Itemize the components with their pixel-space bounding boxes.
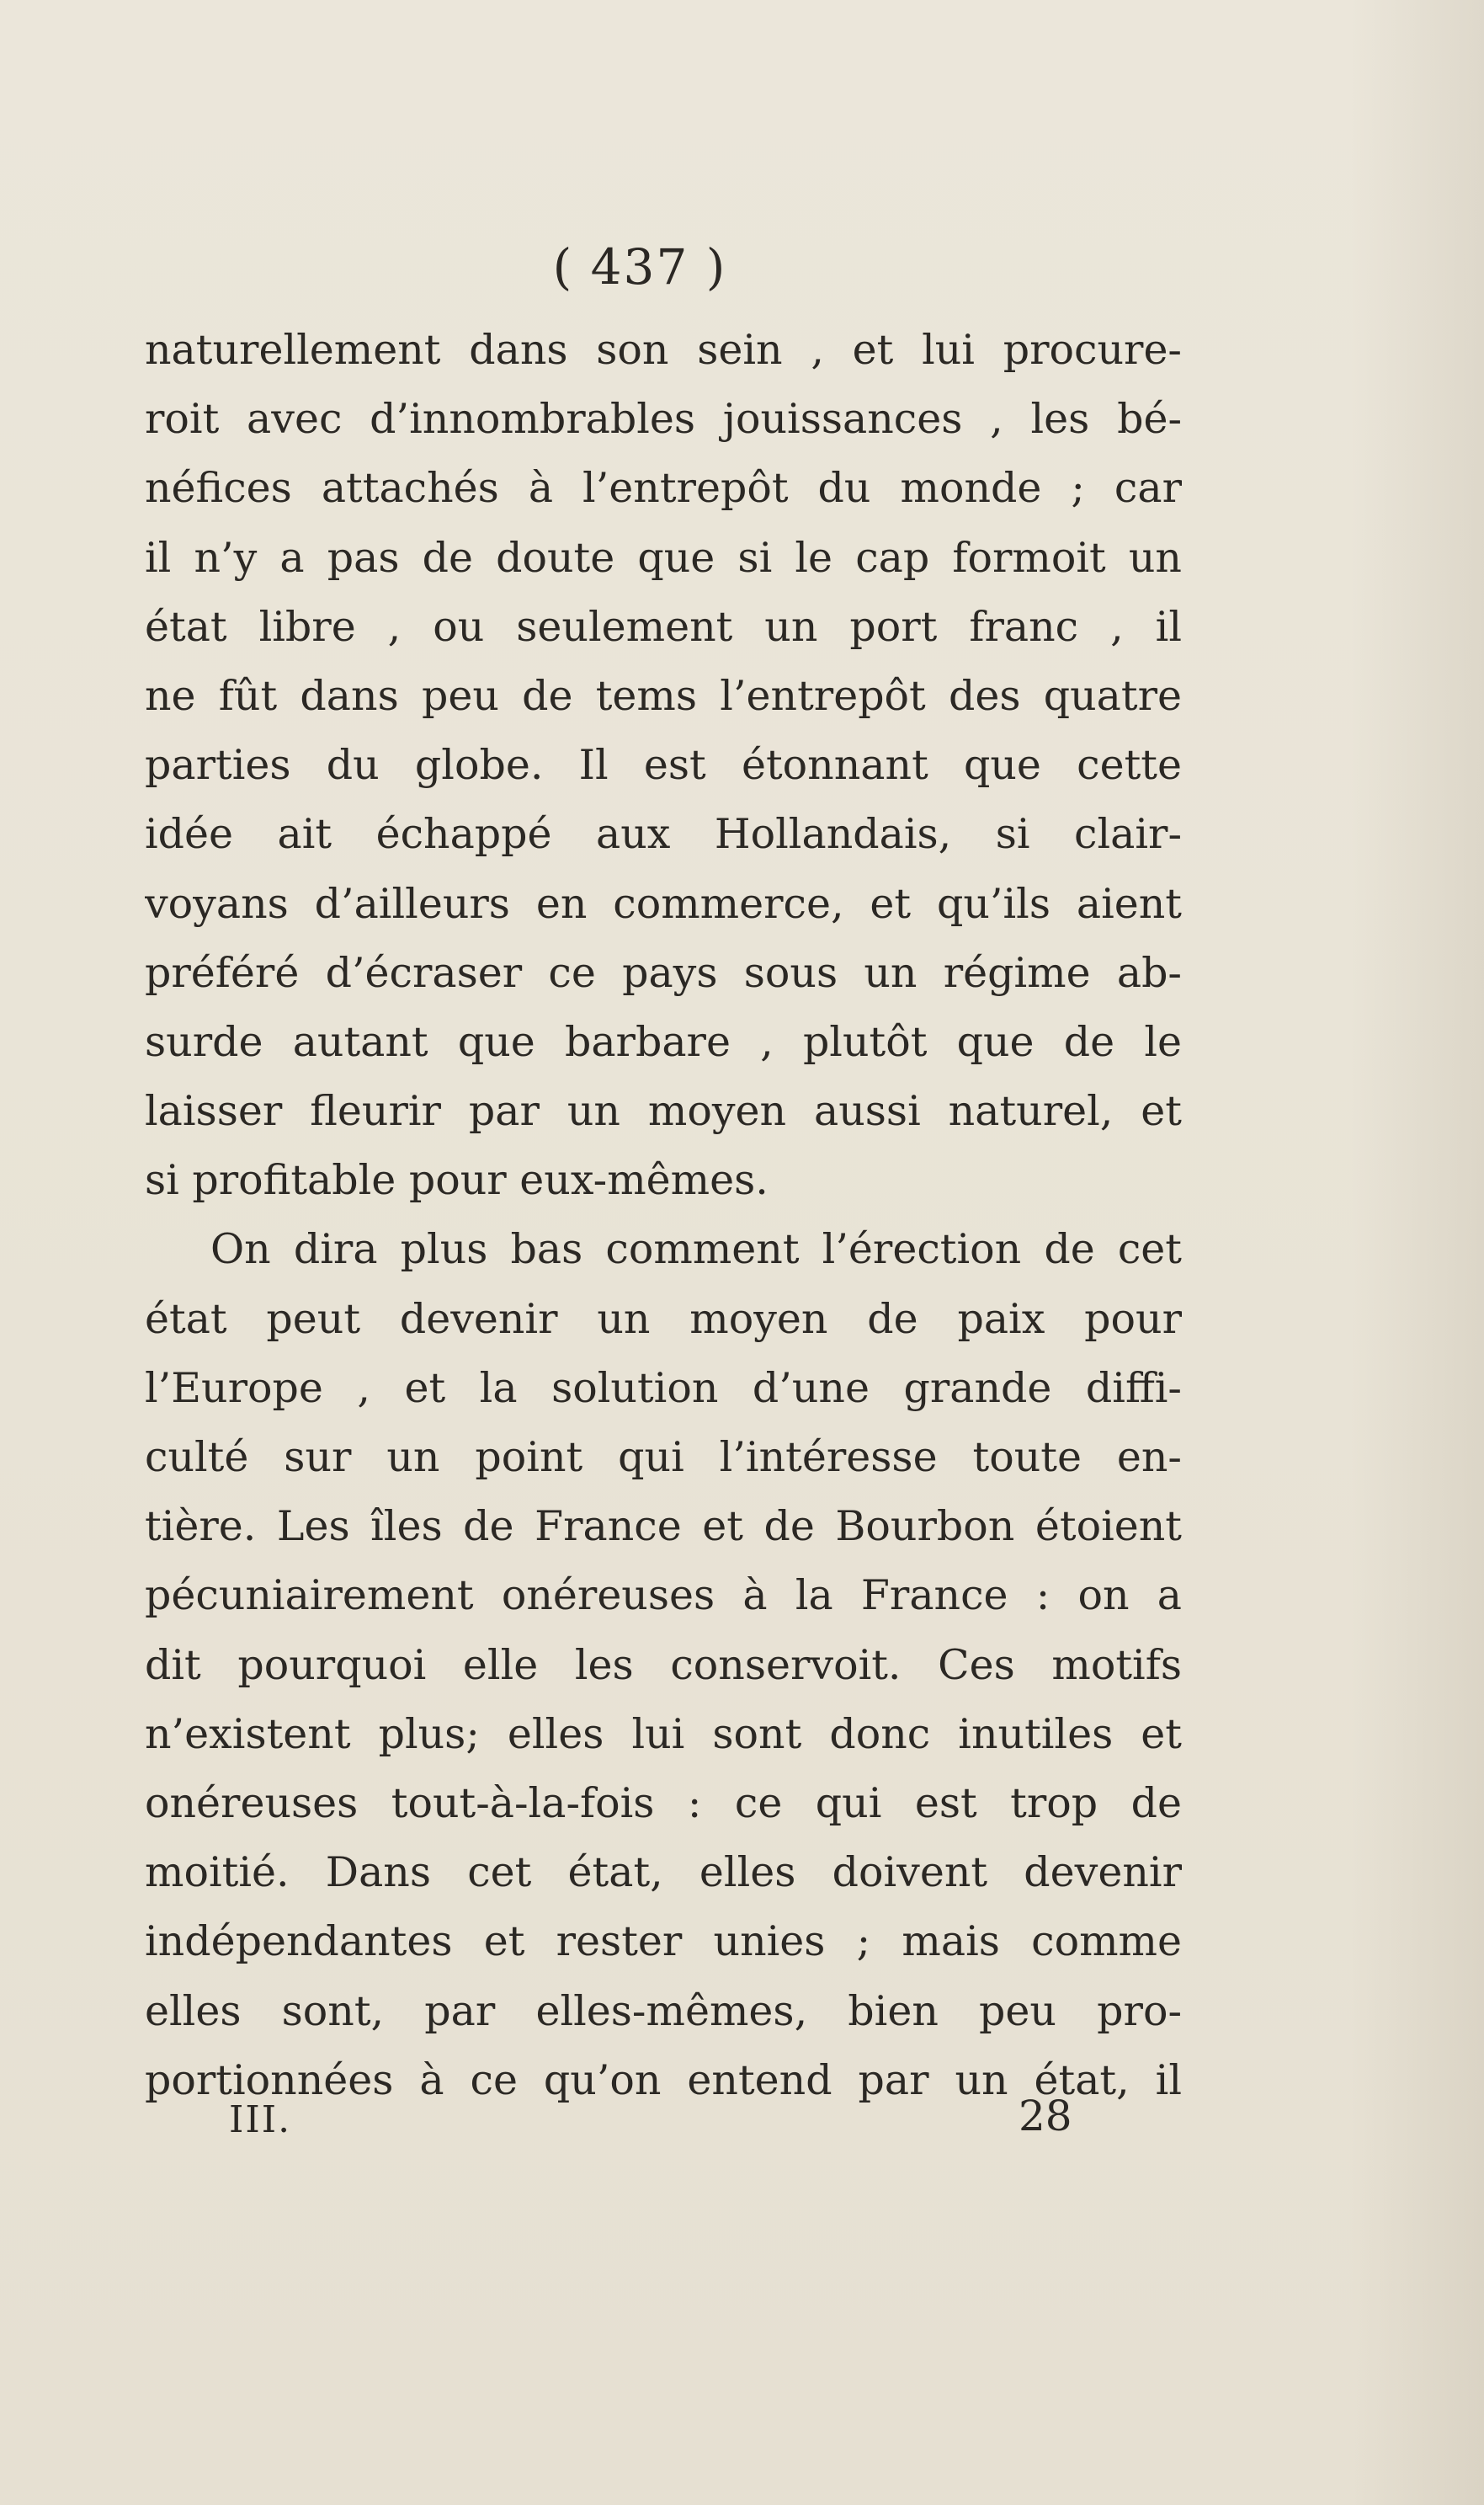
text-line: tière. Les îles de France et de Bourbon étoient xyxy=(145,1502,1182,1551)
text-line: onéreuses tout-à-la-fois : ce qui est trop de xyxy=(145,1778,1182,1827)
text-line: surde autant que barbare , plutôt que de le xyxy=(145,1017,1182,1066)
text-line: pécuniairement onéreuses à la France : on a xyxy=(145,1571,1182,1620)
text-line: On dira plus bas comment l’érection de cet xyxy=(210,1225,1182,1274)
text-line: néfices attachés à l’entrepôt du monde ; car xyxy=(145,464,1182,513)
body-text xyxy=(145,316,1182,2115)
text-line: préféré d’écraser ce pays sous un régime ab- xyxy=(145,948,1182,997)
text-line: si profitable pour eux-mêmes. xyxy=(145,1156,769,1205)
text-line: n’existent plus; elles lui sont donc inutiles et xyxy=(145,1709,1182,1758)
text-line: naturellement dans son sein , et lui procure- xyxy=(145,326,1182,374)
text-line: parties du globe. Il est étonnant que cette xyxy=(145,741,1182,790)
text-line: voyans d’ailleurs en commerce, et qu’ils aient xyxy=(145,879,1182,928)
text-line: il n’y a pas de doute que si le cap formoit un xyxy=(145,533,1182,582)
signature-mark: III. xyxy=(229,2098,292,2141)
text-line: culté sur un point qui l’intéresse toute en- xyxy=(145,1433,1182,1481)
text-line: laisser fleurir par un moyen aussi naturel, et xyxy=(145,1087,1182,1136)
page-edge-shadow xyxy=(1349,0,1484,2505)
text-line: idée ait échappé aux Hollandais, si clair- xyxy=(145,810,1182,859)
text-line: moitié. Dans cet état, elles doivent devenir xyxy=(145,1848,1182,1897)
text-line: l’Europe , et la solution d’une grande diffi- xyxy=(145,1363,1182,1412)
text-line: état libre , ou seulement un port franc , il xyxy=(145,602,1182,651)
text-line: indépendantes et rester unies ; mais comme xyxy=(145,1917,1182,1966)
text-line: ne fût dans peu de tems l’entrepôt des quatre xyxy=(145,671,1182,720)
text-line: portionnées à ce qu’on entend par un état, il xyxy=(145,2055,1182,2104)
gathering-number: 28 xyxy=(1019,2092,1072,2140)
page-number: ( 437 ) xyxy=(552,238,727,296)
text-line: roit avec d’innombrables jouissances , les bé- xyxy=(145,395,1182,444)
text-line: état peut devenir un moyen de paix pour xyxy=(145,1294,1182,1343)
text-line: dit pourquoi elle les conservoit. Ces motifs xyxy=(145,1640,1182,1689)
text-line: elles sont, par elles-mêmes, bien peu pro- xyxy=(145,1986,1182,2035)
